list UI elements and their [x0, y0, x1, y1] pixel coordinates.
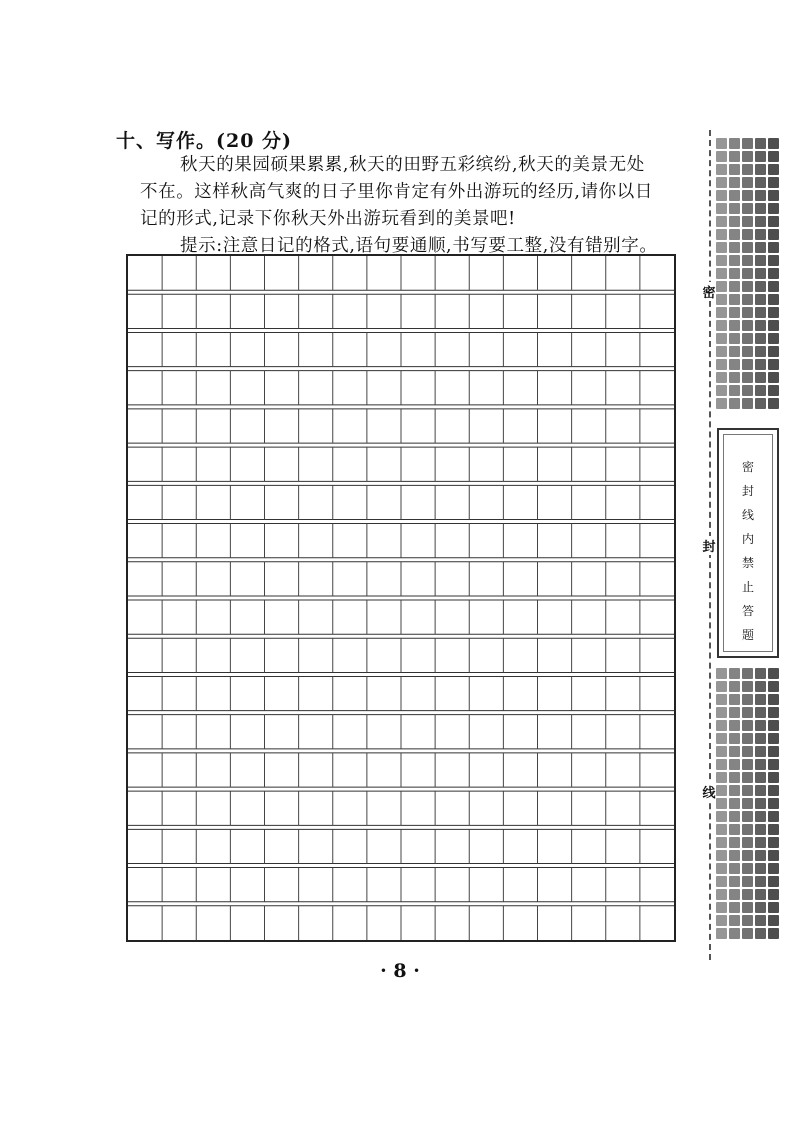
decorative-square — [755, 681, 766, 692]
decorative-square — [742, 177, 753, 188]
decorative-square — [716, 863, 727, 874]
decorative-square — [768, 876, 779, 887]
decorative-square — [716, 889, 727, 900]
decorative-square — [768, 772, 779, 783]
decorative-square — [742, 798, 753, 809]
decorative-square — [755, 837, 766, 848]
decorative-square — [742, 876, 753, 887]
decorative-square — [716, 333, 727, 344]
decorative-square — [755, 229, 766, 240]
decorative-square — [716, 785, 727, 796]
decorative-square — [729, 889, 740, 900]
decorative-square — [755, 694, 766, 705]
decorative-square — [768, 798, 779, 809]
decorative-square — [755, 668, 766, 679]
decorative-square — [729, 216, 740, 227]
decorative-square — [755, 733, 766, 744]
decorative-square — [768, 203, 779, 214]
decorative-square — [768, 759, 779, 770]
decorative-square — [716, 281, 727, 292]
notice-char: 禁 — [741, 556, 754, 570]
decorative-square — [768, 216, 779, 227]
decorative-square — [716, 681, 727, 692]
decorative-square — [742, 863, 753, 874]
decorative-square — [755, 759, 766, 770]
decorative-square — [768, 928, 779, 939]
decorative-square — [755, 746, 766, 757]
decorative-square — [729, 398, 740, 409]
decorative-square — [742, 785, 753, 796]
decorative-square — [729, 281, 740, 292]
decorative-square — [755, 177, 766, 188]
decorative-square — [716, 876, 727, 887]
decorative-square — [729, 928, 740, 939]
decorative-square — [716, 798, 727, 809]
decorative-square — [742, 255, 753, 266]
decorative-square — [729, 138, 740, 149]
decorative-square — [755, 798, 766, 809]
decorative-square — [729, 320, 740, 331]
decorative-square — [755, 359, 766, 370]
decorative-square — [755, 216, 766, 227]
decorative-square — [768, 151, 779, 162]
decorative-square — [755, 915, 766, 926]
decorative-square — [742, 759, 753, 770]
decorative-square — [729, 385, 740, 396]
decorative-square — [768, 694, 779, 705]
decorative-square — [716, 928, 727, 939]
decorative-square — [742, 772, 753, 783]
decorative-square — [742, 733, 753, 744]
decorative-square — [716, 177, 727, 188]
writing-grid[interactable] — [126, 254, 676, 942]
decorative-square — [742, 837, 753, 848]
decorative-square — [716, 824, 727, 835]
decorative-square — [768, 190, 779, 201]
decorative-square — [742, 190, 753, 201]
decorative-square — [729, 811, 740, 822]
decorative-square — [716, 372, 727, 383]
decorative-square — [755, 863, 766, 874]
decorative-square — [742, 268, 753, 279]
decorative-square — [755, 876, 766, 887]
decorative-square — [716, 759, 727, 770]
decorative-square — [768, 346, 779, 357]
decorative-square — [729, 746, 740, 757]
decorative-square — [716, 668, 727, 679]
decorative-square — [742, 151, 753, 162]
decorative-square — [768, 138, 779, 149]
decorative-square — [716, 268, 727, 279]
decorative-square — [768, 268, 779, 279]
decorative-square — [755, 307, 766, 318]
decorative-square — [742, 902, 753, 913]
decorative-square — [729, 151, 740, 162]
decorative-square — [768, 177, 779, 188]
decorative-square — [716, 385, 727, 396]
decorative-square — [729, 863, 740, 874]
decorative-square — [755, 333, 766, 344]
notice-char: 答 — [741, 604, 754, 618]
decorative-square — [742, 889, 753, 900]
decorative-square — [716, 216, 727, 227]
decorative-square — [716, 720, 727, 731]
decorative-square — [768, 307, 779, 318]
decorative-square — [768, 837, 779, 848]
decorative-square — [742, 359, 753, 370]
notice-char: 线 — [741, 508, 754, 522]
question-title: 十、写作。(20 分) — [116, 130, 293, 152]
decorative-square — [729, 346, 740, 357]
decorative-square — [755, 720, 766, 731]
decorative-square — [742, 928, 753, 939]
decorative-square — [729, 268, 740, 279]
decorative-square — [768, 668, 779, 679]
decorative-square — [755, 190, 766, 201]
decorative-square — [716, 190, 727, 201]
decorative-square — [755, 138, 766, 149]
decorative-square — [742, 707, 753, 718]
decorative-square — [742, 811, 753, 822]
decorative-square — [716, 733, 727, 744]
decorative-square — [768, 824, 779, 835]
notice-char: 内 — [741, 532, 754, 546]
decorative-square — [742, 164, 753, 175]
prompt-hint: 提示:注意日记的格式,语句要通顺,书写要工整,没有错别字。 — [180, 236, 658, 256]
decorative-square — [755, 398, 766, 409]
decorative-square — [729, 164, 740, 175]
notice-char: 题 — [741, 628, 754, 642]
decorative-square — [755, 707, 766, 718]
decorative-square — [742, 242, 753, 253]
decorative-square — [768, 255, 779, 266]
decorative-square — [742, 720, 753, 731]
decorative-square — [716, 151, 727, 162]
decorative-square — [755, 255, 766, 266]
decorative-square — [716, 164, 727, 175]
decorative-square — [755, 164, 766, 175]
decorative-square — [755, 902, 766, 913]
decorative-square — [742, 850, 753, 861]
decorative-square — [716, 320, 727, 331]
decorative-square — [755, 372, 766, 383]
decorative-square — [768, 681, 779, 692]
decorative-square — [768, 320, 779, 331]
decorative-square — [729, 772, 740, 783]
decorative-square — [716, 255, 727, 266]
decorative-square — [716, 915, 727, 926]
decorative-square — [729, 229, 740, 240]
decorative-square — [768, 850, 779, 861]
decorative-square — [716, 398, 727, 409]
decorative-square — [729, 785, 740, 796]
decorative-square — [742, 372, 753, 383]
decorative-square — [768, 720, 779, 731]
decorative-square — [755, 242, 766, 253]
prompt-line-1: 秋天的果园硕果累累,秋天的田野五彩缤纷,秋天的美景无处 — [180, 155, 645, 175]
decorative-square — [716, 772, 727, 783]
decorative-square — [729, 294, 740, 305]
prompt-line-2: 不在。这样秋高气爽的日子里你肯定有外出游玩的经历,请你以日 — [140, 182, 653, 202]
decorative-square — [729, 824, 740, 835]
decorative-square — [729, 681, 740, 692]
decorative-square — [729, 255, 740, 266]
decorative-square — [729, 203, 740, 214]
page-number: · 8 · — [380, 960, 420, 982]
decorative-square — [716, 694, 727, 705]
decorative-square — [742, 681, 753, 692]
decorative-square — [729, 876, 740, 887]
decorative-square — [742, 216, 753, 227]
decorative-square — [768, 746, 779, 757]
decorative-square — [755, 785, 766, 796]
decorative-square — [742, 320, 753, 331]
decorative-square — [729, 694, 740, 705]
decorative-square — [768, 242, 779, 253]
decorative-square — [755, 320, 766, 331]
decorative-square — [755, 346, 766, 357]
decorative-square — [768, 333, 779, 344]
decorative-square — [716, 203, 727, 214]
decorative-square — [729, 668, 740, 679]
decorative-square — [716, 307, 727, 318]
decorative-square — [742, 138, 753, 149]
decorative-square — [755, 281, 766, 292]
decorative-square — [729, 759, 740, 770]
decorative-square — [768, 811, 779, 822]
decorative-square — [768, 359, 779, 370]
decorative-square — [742, 229, 753, 240]
decorative-square — [755, 928, 766, 939]
decorative-square — [716, 850, 727, 861]
decorative-square — [742, 746, 753, 757]
decorative-square — [716, 294, 727, 305]
decorative-square — [729, 307, 740, 318]
decorative-square — [729, 359, 740, 370]
decorative-square — [716, 811, 727, 822]
notice-char: 密 — [741, 460, 754, 474]
decorative-square — [716, 837, 727, 848]
decorative-square — [742, 668, 753, 679]
decorative-square — [716, 242, 727, 253]
decorative-square — [768, 863, 779, 874]
decorative-square — [768, 385, 779, 396]
decorative-square — [742, 281, 753, 292]
decorative-square — [755, 268, 766, 279]
decorative-square — [768, 281, 779, 292]
decorative-square — [742, 824, 753, 835]
decorative-square — [768, 902, 779, 913]
decorative-square — [755, 824, 766, 835]
decorative-square — [729, 837, 740, 848]
decorative-square — [742, 694, 753, 705]
decorative-square — [742, 915, 753, 926]
decorative-square — [729, 915, 740, 926]
binding-mark-feng: 封 — [699, 536, 719, 555]
decorative-square — [742, 346, 753, 357]
decorative-square — [716, 229, 727, 240]
decorative-square — [716, 902, 727, 913]
decorative-square — [768, 733, 779, 744]
notice-char: 封 — [741, 484, 754, 498]
decorative-square — [755, 811, 766, 822]
decorative-square — [716, 359, 727, 370]
decorative-square — [729, 190, 740, 201]
decorative-square — [716, 746, 727, 757]
decorative-square — [729, 242, 740, 253]
decorative-square — [716, 707, 727, 718]
decorative-square — [742, 385, 753, 396]
decorative-square — [729, 902, 740, 913]
decorative-square — [768, 164, 779, 175]
decorative-square — [755, 850, 766, 861]
decorative-square — [742, 333, 753, 344]
decorative-square — [716, 138, 727, 149]
decorative-square — [768, 785, 779, 796]
decorative-square — [742, 294, 753, 305]
decorative-square — [729, 177, 740, 188]
decorative-square — [768, 372, 779, 383]
question-prompt — [140, 152, 688, 260]
decorative-square — [755, 294, 766, 305]
binding-mark-mi: 密 — [699, 282, 719, 301]
decorative-square — [768, 294, 779, 305]
decorative-square — [755, 772, 766, 783]
decorative-square — [755, 889, 766, 900]
decorative-square — [716, 346, 727, 357]
notice-char: 止 — [741, 580, 754, 594]
decorative-square — [742, 203, 753, 214]
decorative-square — [768, 398, 779, 409]
writing-grid-lines — [128, 256, 674, 940]
decorative-square — [742, 398, 753, 409]
decorative-square — [768, 707, 779, 718]
decorative-square — [742, 307, 753, 318]
decorative-square — [729, 707, 740, 718]
decorative-square — [755, 151, 766, 162]
decorative-square — [768, 229, 779, 240]
decorative-square — [768, 889, 779, 900]
decorative-square — [729, 720, 740, 731]
prompt-line-3: 记的形式,记录下你秋天外出游玩看到的美景吧! — [140, 209, 516, 229]
decorative-square — [755, 385, 766, 396]
decorative-square — [729, 733, 740, 744]
decorative-square — [729, 850, 740, 861]
decorative-square — [755, 203, 766, 214]
decorative-square — [768, 915, 779, 926]
decorative-square — [729, 372, 740, 383]
decorative-square — [729, 333, 740, 344]
decorative-square — [729, 798, 740, 809]
binding-mark-xian: 线 — [699, 782, 719, 801]
